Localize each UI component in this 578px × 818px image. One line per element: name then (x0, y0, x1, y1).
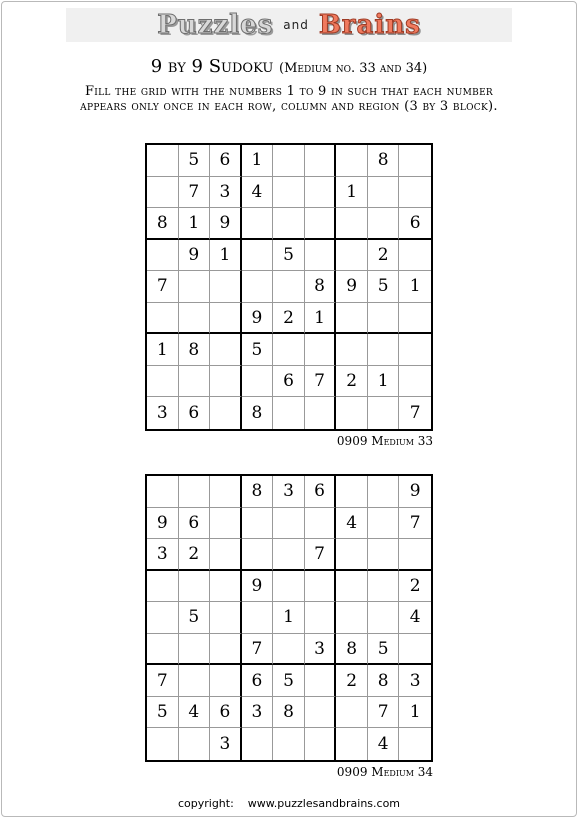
sudoku-cell[interactable] (305, 334, 337, 366)
sudoku-cell[interactable] (336, 602, 368, 634)
sudoku-cell[interactable]: 1 (242, 145, 274, 177)
sudoku-cell[interactable] (368, 539, 400, 571)
sudoku-cell[interactable] (147, 571, 179, 603)
sudoku-cell[interactable] (147, 177, 179, 209)
sudoku-cell[interactable] (399, 177, 431, 209)
sudoku-cell[interactable]: 6 (210, 145, 242, 177)
sudoku-cell[interactable] (147, 476, 179, 508)
sudoku-cell[interactable]: 5 (179, 602, 211, 634)
sudoku-cell[interactable]: 9 (336, 271, 368, 303)
sudoku-cell[interactable] (305, 602, 337, 634)
sudoku-cell[interactable] (368, 177, 400, 209)
sudoku-cell[interactable]: 4 (336, 508, 368, 540)
sudoku-cell[interactable] (305, 697, 337, 729)
sudoku-cell[interactable]: 5 (273, 665, 305, 697)
puzzle-label-medium-33: 0909 Medium 33 (336, 434, 433, 448)
sudoku-cell[interactable]: 8 (242, 476, 274, 508)
sudoku-cell[interactable]: 1 (368, 366, 400, 398)
sudoku-cell[interactable] (336, 334, 368, 366)
sudoku-cell[interactable] (273, 634, 305, 666)
sudoku-cell[interactable] (273, 271, 305, 303)
sudoku-grid-medium-34 (145, 474, 433, 762)
sudoku-cell[interactable]: 9 (210, 208, 242, 240)
sudoku-cell[interactable] (242, 271, 274, 303)
sudoku-cell[interactable]: 2 (336, 665, 368, 697)
sudoku-cell[interactable]: 5 (179, 145, 211, 177)
sudoku-cell[interactable]: 6 (305, 476, 337, 508)
sudoku-cell[interactable] (336, 208, 368, 240)
sudoku-cell[interactable] (210, 539, 242, 571)
logo-word-puzzles: Puzzles (157, 10, 274, 40)
sudoku-cell[interactable]: 2 (399, 571, 431, 603)
sudoku-cell[interactable] (210, 366, 242, 398)
sudoku-cell[interactable] (147, 145, 179, 177)
sudoku-cell[interactable]: 3 (147, 539, 179, 571)
sudoku-cell[interactable] (147, 602, 179, 634)
sudoku-cell[interactable] (179, 728, 211, 760)
sudoku-cell[interactable] (242, 240, 274, 272)
sudoku-cell[interactable]: 7 (409, 403, 421, 424)
sudoku-cell[interactable] (210, 634, 242, 666)
sudoku-cell[interactable]: 1 (336, 177, 368, 209)
sudoku-cell[interactable]: 8 (273, 697, 305, 729)
sudoku-cell[interactable]: 3 (305, 634, 337, 666)
sudoku-cell[interactable]: 7 (368, 697, 400, 729)
sudoku-cell[interactable]: 4 (368, 728, 400, 760)
sudoku-cell[interactable] (210, 665, 242, 697)
sudoku-cell[interactable] (242, 728, 274, 760)
footer (0, 797, 578, 810)
sudoku-cell[interactable]: 6 (179, 397, 211, 429)
sudoku-cell[interactable] (273, 728, 305, 760)
sudoku-cell[interactable] (242, 602, 274, 634)
sudoku-cell[interactable]: 7 (399, 508, 431, 540)
sudoku-cell[interactable]: 4 (242, 177, 274, 209)
sudoku-cell[interactable]: 1 (305, 303, 337, 335)
sudoku-cell[interactable] (179, 271, 211, 303)
sudoku-cell[interactable]: 5 (368, 271, 400, 303)
sudoku-cell[interactable] (273, 177, 305, 209)
sudoku-cell[interactable] (336, 476, 368, 508)
puzzle-label-medium-34: 0909 Medium 34 (336, 765, 433, 779)
sudoku-cell[interactable]: 8 (305, 271, 337, 303)
sudoku-cell[interactable]: 9 (179, 240, 211, 272)
sudoku-cell[interactable] (273, 145, 305, 177)
sudoku-cell[interactable]: 3 (210, 728, 242, 760)
sudoku-cell[interactable] (336, 240, 368, 272)
sudoku-cell[interactable] (305, 665, 337, 697)
sudoku-cell[interactable] (305, 728, 337, 760)
sudoku-cell[interactable]: 7 (179, 177, 211, 209)
sudoku-cell[interactable] (399, 366, 431, 398)
sudoku-cell[interactable]: 8 (368, 665, 400, 697)
sudoku-cell[interactable] (368, 303, 400, 335)
sudoku-cell[interactable] (336, 145, 368, 177)
logo-word-and: and (283, 18, 309, 32)
sudoku-cell[interactable] (273, 208, 305, 240)
sudoku-cell[interactable]: 7 (242, 634, 274, 666)
sudoku-cell[interactable]: 8 (336, 634, 368, 666)
sudoku-cell[interactable] (179, 303, 211, 335)
sudoku-cell[interactable]: 5 (147, 697, 179, 729)
sudoku-cell[interactable] (179, 634, 211, 666)
sudoku-cell[interactable]: 9 (242, 571, 274, 603)
sudoku-cell[interactable]: 3 (210, 177, 242, 209)
sudoku-cell[interactable] (336, 571, 368, 603)
site-url-link[interactable]: www.puzzlesandbrains.com (247, 797, 401, 810)
sudoku-cell[interactable] (305, 208, 337, 240)
page-title (0, 56, 578, 80)
sudoku-cell[interactable]: 6 (210, 697, 242, 729)
sudoku-cell[interactable] (368, 397, 400, 429)
instructions-line-1: Fill the grid with the numbers 1 to 9 in such that each number (84, 84, 494, 99)
sudoku-cell[interactable] (179, 476, 211, 508)
logo-word-brains: Brains (318, 10, 421, 40)
sudoku-cell[interactable]: 1 (210, 240, 242, 272)
sudoku-cell[interactable] (273, 508, 305, 540)
sudoku-cell[interactable] (147, 366, 179, 398)
sudoku-cell[interactable] (147, 303, 179, 335)
sudoku-cell[interactable] (210, 334, 242, 366)
sudoku-cell[interactable]: 3 (147, 397, 179, 429)
sudoku-cell[interactable]: 5 (368, 634, 400, 666)
sudoku-cell[interactable] (210, 271, 242, 303)
sudoku-cell[interactable] (242, 539, 274, 571)
sudoku-cell[interactable] (242, 366, 274, 398)
sudoku-cell[interactable] (336, 697, 368, 729)
sudoku-cell[interactable]: 3 (399, 665, 431, 697)
sudoku-cell[interactable] (179, 571, 211, 603)
sudoku-cell[interactable] (399, 145, 431, 177)
sudoku-cell[interactable]: 6 (242, 665, 274, 697)
sudoku-cell[interactable] (179, 366, 211, 398)
sudoku-cell[interactable]: 9 (242, 303, 274, 335)
sudoku-cell[interactable] (242, 508, 274, 540)
sudoku-cell[interactable] (147, 728, 179, 760)
sudoku-cell[interactable] (336, 539, 368, 571)
sudoku-cell[interactable] (305, 240, 337, 272)
sudoku-cell[interactable] (399, 539, 431, 571)
sudoku-cell[interactable] (368, 208, 400, 240)
sudoku-cell[interactable]: 6 (399, 208, 431, 240)
sudoku-cell[interactable]: 1 (399, 697, 431, 729)
sudoku-cell[interactable] (368, 508, 400, 540)
sudoku-cell[interactable] (399, 303, 431, 335)
sudoku-cell[interactable] (336, 303, 368, 335)
site-logo (66, 8, 512, 42)
sudoku-cell[interactable] (210, 476, 242, 508)
sudoku-cell[interactable]: 2 (368, 240, 400, 272)
sudoku-grid-medium-33 (145, 143, 433, 431)
sudoku-cell[interactable] (336, 728, 368, 760)
sudoku-cell[interactable] (273, 571, 305, 603)
sudoku-cell[interactable] (305, 571, 337, 603)
sudoku-cell[interactable] (210, 303, 242, 335)
instructions-line-2: appears only once in each row, column and region (3 by 3 block). (80, 99, 498, 114)
copyright-label: copyright: (177, 797, 234, 810)
sudoku-cell[interactable]: 3 (242, 697, 274, 729)
instructions (0, 84, 578, 114)
sudoku-cell[interactable]: 7 (305, 366, 337, 398)
sudoku-cell[interactable] (273, 539, 305, 571)
sudoku-cell[interactable] (210, 397, 242, 429)
sudoku-cell[interactable]: 5 (273, 240, 305, 272)
sudoku-cell[interactable]: 2 (179, 539, 211, 571)
sudoku-cell[interactable]: 8 (368, 145, 400, 177)
sudoku-cell[interactable]: 9 (399, 476, 431, 508)
sudoku-cell[interactable] (368, 476, 400, 508)
sudoku-cell[interactable]: 2 (336, 366, 368, 398)
sudoku-cell[interactable]: 1 (273, 602, 305, 634)
sudoku-cell[interactable]: 8 (242, 397, 274, 429)
sudoku-cell[interactable] (210, 571, 242, 603)
sudoku-cell[interactable] (399, 334, 431, 366)
sudoku-cell[interactable] (368, 571, 400, 603)
sudoku-cell[interactable] (368, 334, 400, 366)
sudoku-cell[interactable] (399, 240, 431, 272)
sudoku-cell[interactable]: 1 (147, 334, 179, 366)
title-main: 9 by 9 Sudoku (150, 56, 274, 77)
sudoku-cell[interactable] (210, 508, 242, 540)
sudoku-cell[interactable] (399, 728, 431, 760)
sudoku-cell[interactable]: 4 (399, 602, 431, 634)
sudoku-cell[interactable] (305, 397, 337, 429)
sudoku-cell[interactable]: 8 (179, 334, 211, 366)
sudoku-cell[interactable]: 7 (147, 665, 179, 697)
sudoku-cell[interactable]: 1 (179, 208, 211, 240)
sudoku-cell[interactable] (210, 602, 242, 634)
sudoku-cell[interactable]: 4 (179, 697, 211, 729)
sudoku-cell[interactable]: 7 (305, 539, 337, 571)
sudoku-cell[interactable] (273, 334, 305, 366)
sudoku-cell[interactable]: 5 (242, 334, 274, 366)
title-subtitle: (Medium no. 33 and 34) (279, 61, 428, 76)
sudoku-cell[interactable]: 3 (273, 476, 305, 508)
sudoku-cell[interactable]: 2 (273, 303, 305, 335)
sudoku-cell[interactable]: 6 (179, 508, 211, 540)
sudoku-cell[interactable] (147, 240, 179, 272)
sudoku-cell[interactable] (147, 634, 179, 666)
sudoku-cell[interactable]: 9 (147, 508, 179, 540)
sudoku-cell[interactable] (336, 397, 368, 429)
sudoku-cell[interactable] (179, 665, 211, 697)
sudoku-cell[interactable]: 7 (147, 271, 179, 303)
sudoku-cell[interactable] (273, 397, 305, 429)
sudoku-cell[interactable] (242, 208, 274, 240)
sudoku-cell[interactable]: 8 (147, 208, 179, 240)
sudoku-cell[interactable] (305, 145, 337, 177)
sudoku-cell[interactable] (399, 634, 431, 666)
sudoku-cell[interactable] (305, 177, 337, 209)
sudoku-cell[interactable]: 1 (399, 271, 431, 303)
sudoku-cell[interactable] (305, 508, 337, 540)
sudoku-cell[interactable]: 6 (273, 366, 305, 398)
sudoku-cell[interactable] (368, 602, 400, 634)
